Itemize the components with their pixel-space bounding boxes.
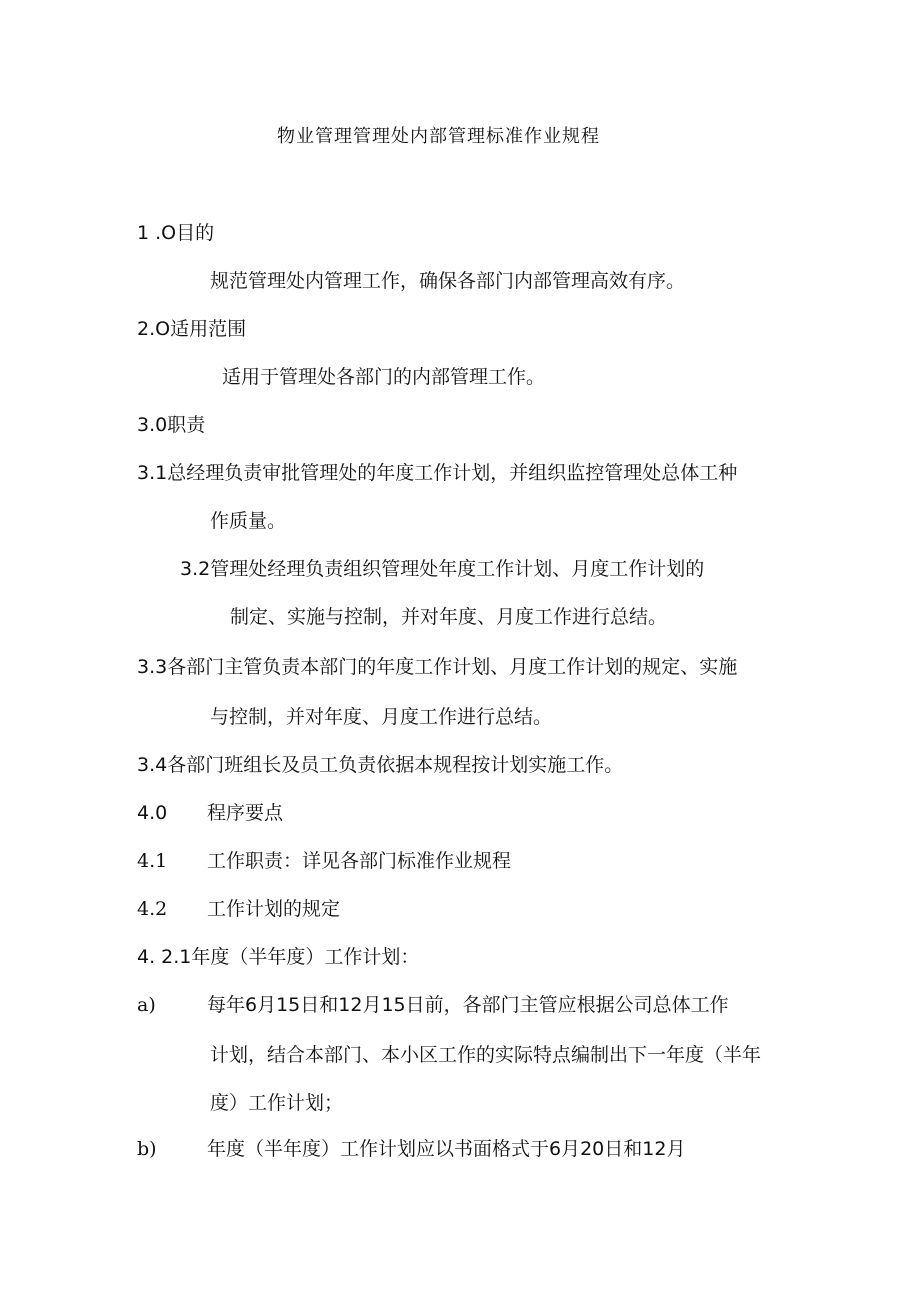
paragraph-purpose: 规范管理处内管理工作，确保各部门内部管理高效有序。 xyxy=(210,270,686,292)
item-marker-a: a) xyxy=(137,994,156,1016)
clause-number-4-2: 4.2 xyxy=(137,898,168,920)
clause-4-1-text: 工作职责：详见各部门标准作业规程 xyxy=(207,850,512,872)
clause-number-4-1: 4.1 xyxy=(137,850,168,872)
clause-3-2-continued: 制定、实施与控制，并对年度、月度工作进行总结。 xyxy=(230,606,668,628)
item-a-text: 每年6月15日和12月15日前，各部门主管应根据公司总体工作 xyxy=(207,994,729,1016)
item-b-text: 年度（半年度）工作计划应以书面格式于6月20日和12月 xyxy=(207,1138,686,1160)
clause-3-1: 3.1总经理负责审批管理处的年度工作计划，并组织监控管理处总体工种 xyxy=(137,462,738,484)
clause-3-4: 3.4各部门班组长及员工负责依据本规程按计划实施工作。 xyxy=(137,754,624,776)
item-a-text-continued-2: 度）工作计划； xyxy=(210,1092,344,1114)
section-heading-scope: 2.O适用范围 xyxy=(137,318,247,340)
item-marker-b: b) xyxy=(137,1138,157,1160)
clause-3-2: 3.2管理处经理负责组织管理处年度工作计划、月度工作计划的 xyxy=(180,558,705,580)
clause-3-3-continued: 与控制，并对年度、月度工作进行总结。 xyxy=(210,706,553,728)
item-a-text-continued-1: 计划，结合本部门、本小区工作的实际特点编制出下一年度（半年 xyxy=(210,1044,762,1066)
clause-4-2-1: 4. 2.1年度（半年度）工作计划： xyxy=(137,946,420,968)
section-number-4-0: 4.0 xyxy=(137,802,168,824)
clause-3-3: 3.3各部门主管负责本部门的年度工作计划、月度工作计划的规定、实施 xyxy=(137,656,738,678)
section-heading-purpose: 1 .O目的 xyxy=(137,222,215,244)
section-heading-procedure: 程序要点 xyxy=(207,802,284,824)
section-heading-responsibilities: 3.0职责 xyxy=(137,414,206,436)
document-title: 物业管理管理处内部管理标准作业规程 xyxy=(277,126,600,147)
clause-4-2-text: 工作计划的规定 xyxy=(207,898,341,920)
paragraph-scope: 适用于管理处各部门的内部管理工作。 xyxy=(222,366,546,388)
clause-3-1-continued: 作质量。 xyxy=(210,510,287,532)
